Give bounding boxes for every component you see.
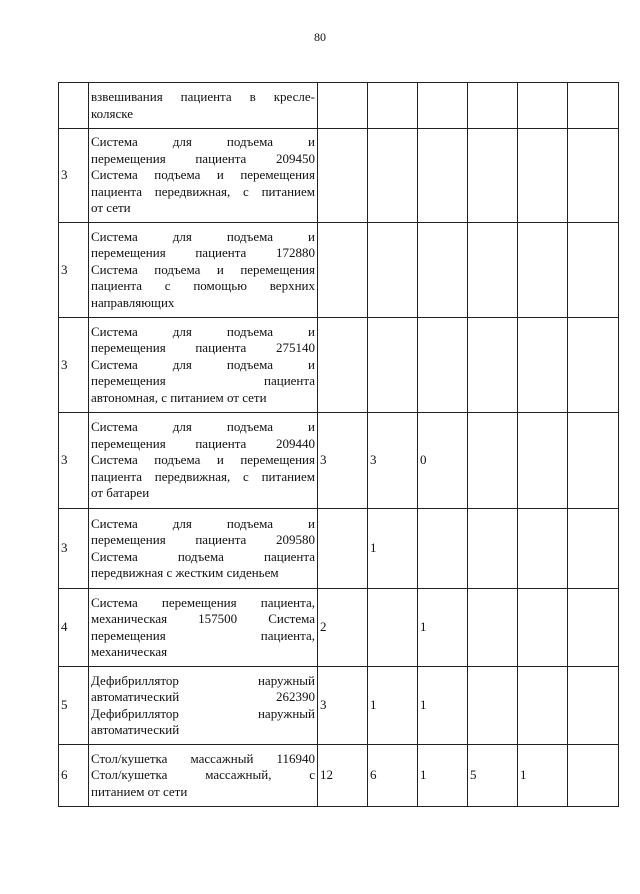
value-cell-2 bbox=[368, 129, 418, 223]
value-cell-2: 1 bbox=[368, 667, 418, 745]
value-cell-3 bbox=[418, 318, 468, 413]
device-name-line: пациента с помощью верхних bbox=[91, 278, 315, 294]
value-cell-4 bbox=[468, 83, 518, 129]
value-cell-5 bbox=[518, 318, 568, 413]
device-name-line: передвижная с жестким сиденьем bbox=[91, 565, 279, 580]
device-name-line: Дефибриллятор наружный bbox=[91, 672, 315, 688]
value-cell-6 bbox=[568, 509, 619, 589]
device-name-line: перемещения пациента 275140 bbox=[91, 340, 315, 356]
device-name-cell bbox=[89, 83, 318, 129]
value-cell-6 bbox=[568, 745, 619, 807]
device-name-line: Система для подъема и bbox=[91, 323, 315, 339]
table-body bbox=[59, 83, 619, 807]
value-cell-6 bbox=[568, 129, 619, 223]
table-row bbox=[59, 318, 619, 413]
device-name-line: Стол/кушетка массажный, с bbox=[91, 767, 315, 783]
row-number-cell bbox=[59, 83, 89, 129]
value-cell-4: 5 bbox=[468, 745, 518, 807]
device-name-line: взвешивания пациента в кресле- bbox=[91, 89, 315, 104]
value-cell-4 bbox=[468, 223, 518, 318]
value-cell-5 bbox=[518, 223, 568, 318]
device-name-line: перемещения пациента 209450 bbox=[91, 150, 315, 166]
value-cell-3 bbox=[418, 129, 468, 223]
row-number-cell: 3 bbox=[59, 129, 89, 223]
value-cell-3 bbox=[418, 83, 468, 129]
device-name-line: Система подъема пациента bbox=[91, 548, 315, 564]
device-name-line: пациента передвижная, с питанием bbox=[91, 183, 315, 199]
device-name-line: перемещения пациента, bbox=[91, 627, 315, 643]
table-row bbox=[59, 83, 619, 129]
device-name-cell bbox=[89, 223, 318, 318]
table-row bbox=[59, 667, 619, 745]
device-name-line: пациента передвижная, с питанием bbox=[91, 468, 315, 484]
value-cell-2: 6 bbox=[368, 745, 418, 807]
value-cell-3: 1 bbox=[418, 745, 468, 807]
table-row bbox=[59, 129, 619, 223]
device-name-line: перемещения пациента bbox=[91, 373, 315, 389]
value-cell-4 bbox=[468, 589, 518, 667]
device-name-line: автоматический 262390 bbox=[91, 689, 315, 704]
value-cell-1 bbox=[318, 83, 368, 129]
value-cell-2: 1 bbox=[368, 509, 418, 589]
device-name-line: автоматический bbox=[91, 722, 180, 737]
equipment-table bbox=[58, 82, 619, 807]
device-name-cell bbox=[89, 589, 318, 667]
row-number-cell: 6 bbox=[59, 745, 89, 807]
device-name-line: перемещения пациента 172880 bbox=[91, 245, 315, 261]
device-name-line: от сети bbox=[91, 200, 131, 216]
table-row bbox=[59, 589, 619, 667]
value-cell-2 bbox=[368, 318, 418, 413]
device-name-line: перемещения пациента 209580 bbox=[91, 532, 315, 547]
value-cell-5 bbox=[518, 129, 568, 223]
value-cell-5 bbox=[518, 589, 568, 667]
value-cell-2: 3 bbox=[368, 413, 418, 509]
row-number-cell: 3 bbox=[59, 413, 89, 509]
value-cell-6 bbox=[568, 83, 619, 129]
value-cell-3 bbox=[418, 223, 468, 318]
device-name-line: от батареи bbox=[91, 485, 150, 501]
value-cell-5 bbox=[518, 83, 568, 129]
device-name-cell bbox=[89, 129, 318, 223]
row-number-cell: 5 bbox=[59, 667, 89, 745]
value-cell-1 bbox=[318, 129, 368, 223]
device-name-line: питанием от сети bbox=[91, 783, 188, 799]
value-cell-1: 12 bbox=[318, 745, 368, 807]
device-name-line: Стол/кушетка массажный 116940 bbox=[91, 750, 315, 766]
value-cell-1 bbox=[318, 318, 368, 413]
value-cell-1: 2 bbox=[318, 589, 368, 667]
device-name-line: Система перемещения пациента, bbox=[91, 594, 315, 610]
value-cell-1: 3 bbox=[318, 667, 368, 745]
device-name-line: Система подъема и перемещения bbox=[91, 261, 315, 277]
value-cell-2 bbox=[368, 589, 418, 667]
device-name-line: Система для подъема и bbox=[91, 515, 315, 531]
row-number-cell: 4 bbox=[59, 589, 89, 667]
device-name-line: Система для подъема и bbox=[91, 419, 315, 435]
value-cell-5 bbox=[518, 667, 568, 745]
device-name-line: механическая 157500 Система bbox=[91, 611, 315, 626]
value-cell-4 bbox=[468, 129, 518, 223]
value-cell-4 bbox=[468, 413, 518, 509]
table-row bbox=[59, 745, 619, 807]
device-name-line: Система подъема и перемещения bbox=[91, 452, 315, 468]
device-name-line: Система подъема и перемещения bbox=[91, 167, 315, 183]
value-cell-3: 1 bbox=[418, 589, 468, 667]
value-cell-2 bbox=[368, 83, 418, 129]
value-cell-5: 1 bbox=[518, 745, 568, 807]
value-cell-2 bbox=[368, 223, 418, 318]
device-name-cell bbox=[89, 745, 318, 807]
value-cell-6 bbox=[568, 413, 619, 509]
value-cell-6 bbox=[568, 667, 619, 745]
value-cell-4 bbox=[468, 318, 518, 413]
table-row bbox=[59, 413, 619, 509]
device-name-cell bbox=[89, 318, 318, 413]
device-name-line: Дефибриллятор наружный bbox=[91, 705, 315, 721]
device-name-line: Система для подъема и bbox=[91, 228, 315, 244]
device-name-line: коляске bbox=[91, 105, 133, 121]
row-number-cell: 3 bbox=[59, 223, 89, 318]
value-cell-4 bbox=[468, 667, 518, 745]
page-number: 80 bbox=[314, 30, 326, 44]
device-name-line: автономная, с питанием от сети bbox=[91, 389, 267, 405]
device-name-cell bbox=[89, 413, 318, 509]
table-row bbox=[59, 509, 619, 589]
device-name-line: Система для подъема и bbox=[91, 134, 315, 150]
device-name-line: направляющих bbox=[91, 294, 175, 310]
row-number-cell: 3 bbox=[59, 509, 89, 589]
value-cell-6 bbox=[568, 318, 619, 413]
value-cell-1 bbox=[318, 509, 368, 589]
device-name-line: Система для подъема и bbox=[91, 356, 315, 372]
value-cell-3: 0 bbox=[418, 413, 468, 509]
value-cell-6 bbox=[568, 589, 619, 667]
row-number-cell: 3 bbox=[59, 318, 89, 413]
device-name-cell bbox=[89, 509, 318, 589]
value-cell-5 bbox=[518, 509, 568, 589]
value-cell-1: 3 bbox=[318, 413, 368, 509]
value-cell-3: 1 bbox=[418, 667, 468, 745]
device-name-line: перемещения пациента 209440 bbox=[91, 435, 315, 451]
value-cell-4 bbox=[468, 509, 518, 589]
table-row bbox=[59, 223, 619, 318]
value-cell-5 bbox=[518, 413, 568, 509]
value-cell-1 bbox=[318, 223, 368, 318]
device-name-cell bbox=[89, 667, 318, 745]
device-name-line: механическая bbox=[91, 644, 168, 659]
value-cell-3 bbox=[418, 509, 468, 589]
value-cell-6 bbox=[568, 223, 619, 318]
